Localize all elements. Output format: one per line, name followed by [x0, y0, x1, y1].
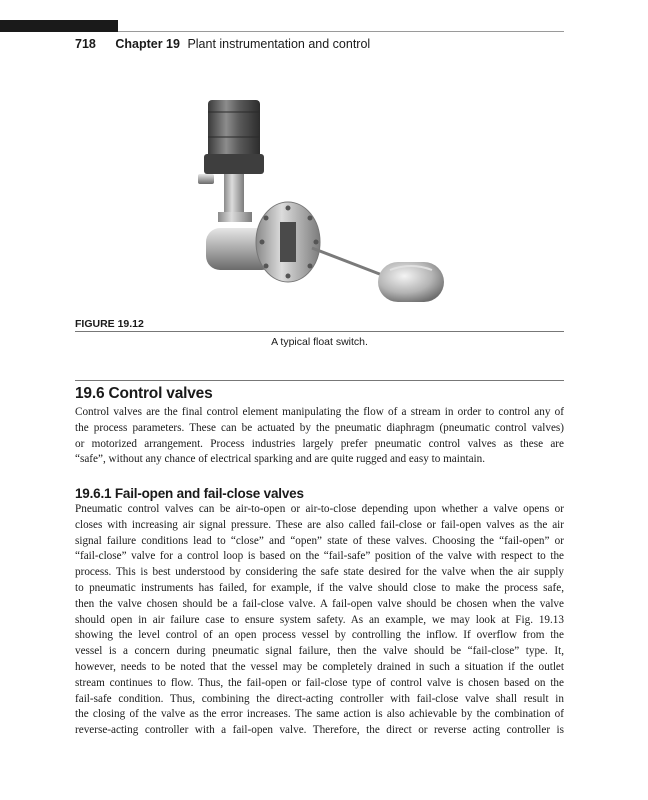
section-heading: 19.6 Control valves [75, 385, 213, 402]
paragraph-line: “fail-close” valve for a control loop is based on the “fail-safe” position of the valve with respect to the [75, 550, 564, 563]
subsection-heading: 19.6.1 Fail-open and fail-close valves [75, 486, 304, 501]
section-rule [75, 380, 564, 381]
figure-rule [75, 331, 564, 332]
paragraph-line: Control valves are the final control element manipulating the flow of a stream in order to control any of [75, 406, 564, 418]
enclosure-base [204, 154, 264, 174]
paragraph-line: process. This is best understood by considering the safe state desired for the valve when the air supply [75, 566, 564, 579]
paragraph-line: Pneumatic control valves can be air-to-open or air-to-close depending upon whether a valve opens or [75, 503, 564, 515]
paragraph-line: fail-safe condition. Thus, combining the direct-acting controller with fail-close valve shall result in [75, 692, 564, 705]
float-ball [378, 262, 444, 302]
figure-label: FIGURE 19.12 [75, 318, 144, 330]
running-head [75, 37, 370, 51]
chapter-title: Plant instrumentation and control [187, 37, 371, 51]
paragraph-line: signal failure conditions lead to “close” and “open” state of these valves. Choosing the “fail-open” or [75, 534, 564, 547]
paragraph-line: reverse-acting controller with a fail-open valve. Therefore, the direct or reverse acting controller is [75, 724, 564, 737]
page-number: 718 [75, 37, 96, 51]
paragraph-line: however, needs to be noted that the vessel may be completely drained in such a situation if the outlet [75, 660, 564, 673]
figure-caption: A typical float switch. [271, 336, 368, 348]
paragraph-line: showing the level control of an open process vessel by controlling the inflow. If overflow from the [75, 629, 564, 642]
paragraph-line: then the valve chosen should be a fail-close valve. A fail-open valve should be chosen when the valve [75, 597, 564, 610]
enclosure-head [208, 100, 260, 162]
paragraph-line: vessel is a concern during pneumatic signal failure, then the valve should be “fail-close” type. It, [75, 645, 564, 658]
cable-gland [198, 174, 214, 184]
header-rule [118, 31, 564, 32]
float-switch-figure [190, 92, 470, 322]
paragraph-line: or motorized arrangement. Process industries largely prefer pneumatic control valves as these are [75, 437, 564, 450]
paragraph-line: the closing of the valve as the error increases. The same action is also achievable by the combination of [75, 708, 564, 721]
header-bar [0, 20, 118, 32]
float-arm [312, 248, 390, 278]
paragraph-line: to pneumatic instruments has failed, for example, if the valve should close to make the process safe, [75, 581, 564, 594]
paragraph-line: “safe”, without any chance of electrical sparking and are quite rugged and easy to maintain. [75, 453, 486, 466]
chapter-label: Chapter 19 [115, 37, 180, 51]
paragraph-line: stream continues to flow. Thus, the fail-open or fail-close type of control valve is chosen based on the [75, 676, 564, 689]
section-paragraph [75, 405, 564, 468]
paragraph-line: the process parameters. These can be actuated by the pneumatic diaphragm (pneumatic control valves) [75, 421, 564, 434]
paragraph-line: closes with increasing air signal pressure. These are also called fail-close or fail-open valves as the air [75, 518, 564, 531]
stem [224, 174, 244, 214]
subsection-paragraph [75, 502, 564, 739]
paragraph-line-with-figure-link[interactable]: should open in air failure case to ensure system safety. As an example, we may look at Fig. 19.13 [75, 613, 564, 626]
